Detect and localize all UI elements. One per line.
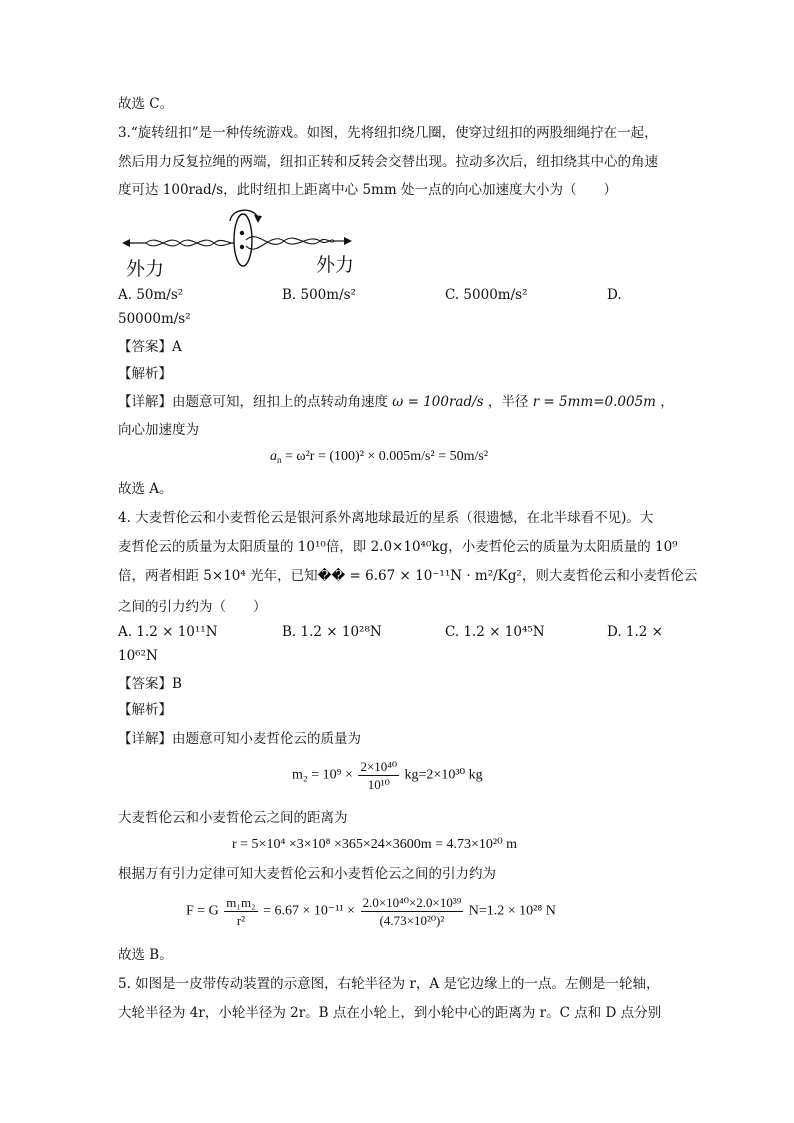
q4-stem-line1: 4. 大麦哲伦云和小麦哲伦云是银河系外离地球最近的星系（很遗憾，在北半球看不见)。大 [118, 510, 654, 526]
q4-option-a: A. 1.2 × 10¹¹N [118, 624, 218, 640]
q4-option-d: D. 1.2 × [607, 624, 663, 640]
q4-law-text: 根据万有引力定律可知大麦哲伦云和小麦哲伦云之间的引力约为 [118, 866, 496, 882]
q3-acceleration-equation: $a_n = \omega^2r = (100)^2 \times 0.005m/s^2 = 50m/s^2$ [270, 449, 489, 465]
right-string-a [246, 237, 334, 245]
spinning-button-diagram [118, 203, 368, 282]
left-arrow-head [122, 239, 130, 247]
q4-stem-line3: 倍，两者相距 5×10⁴ 光年，已知�� = 6.67 × 10⁻¹¹N · m²/Kg²，则大麦哲伦云和小麦哲伦云 [118, 568, 698, 584]
q4-stem-line4: 之间的引力约为（ ） [118, 599, 267, 615]
prev-conclusion: 故选 C。 [118, 96, 174, 112]
rotation-arrow-head [254, 215, 262, 223]
q3-option-a: A. 50m/s² [118, 287, 184, 303]
button-disc [234, 214, 252, 266]
q3-option-c: C. 5000m/s² [445, 287, 528, 303]
q3-stem-line3: 度可达 100rad/s，此时纽扣上距离中心 5mm 处一点的向心加速度大小为（ ） [118, 182, 617, 198]
q3-answer: 【答案】A [118, 339, 182, 355]
q5-stem-line1: 5. 如图是一皮带传动装置的示意图，右轮半径为 r，A 是它边缘上的一点。左侧是一轮轴， [118, 976, 660, 992]
q3-option-d-cont: 50000m/s² [118, 311, 191, 327]
q4-option-b: B. 1.2 × 10²⁸N [282, 624, 382, 640]
force-label-left: 外力 [126, 258, 165, 280]
button-hole-top [240, 231, 244, 235]
q4-distance-equation: r = 5×10⁴ ×3×10⁸ ×365×24×3600m = 4.73×10²⁰ m [232, 837, 518, 852]
omega-value: ω = 100rad/s [392, 394, 484, 410]
q3-option-d: D. [607, 287, 622, 303]
q3-conclusion: 故选 A。 [118, 481, 173, 497]
q4-answer: 【答案】B [118, 676, 182, 692]
q4-distance-text: 大麦哲伦云和小麦哲伦云之间的距离为 [118, 810, 348, 826]
q5-stem-line2: 大轮半径为 4r，小轮半径为 2r。B 点在小轮上，到小轮中心的距离为 r。C 点和 D 点分别 [118, 1005, 662, 1021]
q3-analysis: 【解析】 [118, 366, 172, 382]
mass-fraction: $\frac{\text{2×10⁴⁰}}{\text{10¹⁰}}$ [360, 759, 398, 792]
radius-value: r = 5mm=0.005m [532, 394, 656, 410]
right-arrow-head [344, 237, 352, 245]
force-fraction-1: $\frac{\text{m₁m₂}}{\text{r²}}$ [226, 895, 256, 928]
q4-option-d-cont: 10⁶²N [118, 648, 158, 664]
q4-stem-line2: 麦哲伦云的质量为太阳质量的 10¹⁰倍，即 2.0×10⁴⁰kg，小麦哲伦云的质量为太阳质量的 10⁹ [118, 539, 678, 555]
q4-force-equation: F = G $\frac{\text{m₁m₂}}{\text{r²}}$ = 6.67 × 10⁻¹¹ × $\frac{\text{2.0×10⁴⁰×2.0×10³⁹}}{\text{(4.73×10²⁰)²}}$ N=1.2 × 10²⁸ N [186, 895, 556, 928]
q4-analysis: 【解析】 [118, 702, 172, 718]
force-fraction-2: $\frac{\text{2.0×10⁴⁰×2.0×10³⁹}}{\text{(4.73×10²⁰)²}}$ [362, 895, 462, 928]
q3-detail-line2: 向心加速度为 [118, 422, 199, 438]
force-label-right: 外力 [316, 254, 355, 276]
button-hole-bottom [240, 245, 244, 249]
q4-detail: 【详解】由题意可知小麦哲伦云的质量为 [118, 731, 361, 747]
q4-mass-equation: m₂ = 10⁹ × $\frac{\text{2×10⁴⁰}}{\text{10¹⁰}}$ kg=2×10³⁰ kg [292, 759, 483, 792]
q4-conclusion: 故选 B。 [118, 947, 173, 963]
q3-option-b: B. 500m/s² [282, 287, 356, 303]
q3-detail-line1: 【详解】由题意可知，纽扣上的点转动角速度 ω = 100rad/s ，半径 r = 5mm=0.005m ， [118, 394, 674, 410]
q3-stem-line1: 3.“旋转纽扣”是一种传统游戏。如图，先将纽扣绕几圈，使穿过纽扣的两股细绳拧在一起， [118, 125, 658, 141]
q3-stem-line2: 然后用力反复拉绳的两端，纽扣正转和反转会交替出现。拉动多次后，纽扣绕其中心的角速 [118, 154, 658, 170]
q4-option-c: C. 1.2 × 10⁴⁵N [445, 624, 545, 640]
